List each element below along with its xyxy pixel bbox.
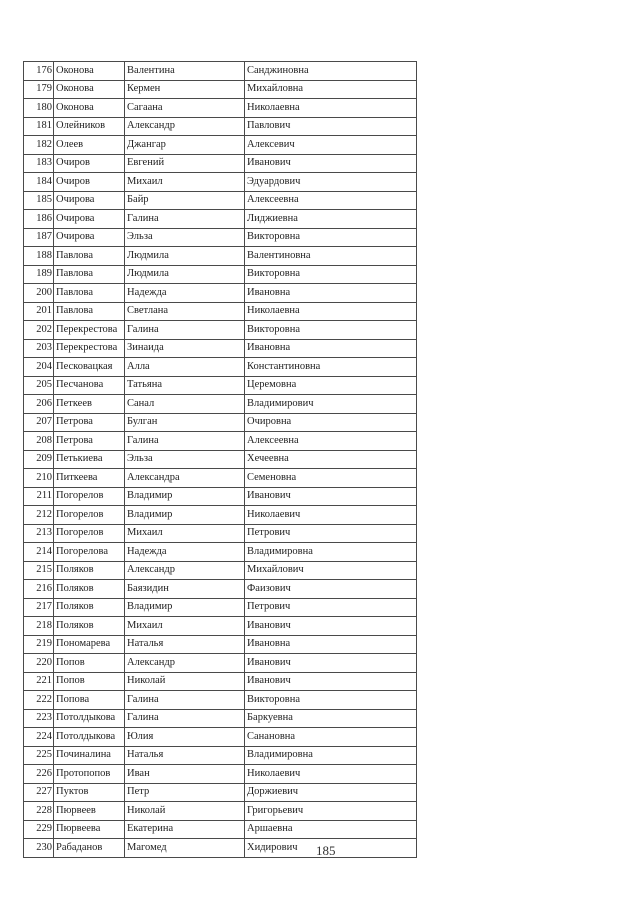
table-row — [24, 395, 417, 414]
row-number-cell: 228 — [24, 802, 54, 821]
table-row — [24, 672, 417, 691]
patronymic-cell: Фаизович — [245, 580, 417, 599]
table-row — [24, 117, 417, 136]
patronymic-cell: Владимировна — [245, 543, 417, 562]
row-number-cell: 183 — [24, 154, 54, 173]
table-row — [24, 839, 417, 858]
table-row — [24, 247, 417, 266]
patronymic-cell: Петрович — [245, 524, 417, 543]
patronymic-cell: Хидирович — [245, 839, 417, 858]
first-name-cell: Михаил — [125, 173, 245, 192]
row-number-cell: 205 — [24, 376, 54, 395]
first-name-cell: Галина — [125, 432, 245, 451]
surname-cell: Погорелов — [54, 524, 125, 543]
patronymic-cell: Санановна — [245, 728, 417, 747]
surname-cell: Питкеева — [54, 469, 125, 488]
table-row — [24, 802, 417, 821]
first-name-cell: Эльза — [125, 450, 245, 469]
patronymic-cell: Очировна — [245, 413, 417, 432]
first-name-cell: Николай — [125, 672, 245, 691]
patronymic-cell: Николаевна — [245, 302, 417, 321]
first-name-cell: Александр — [125, 117, 245, 136]
surname-cell: Поляков — [54, 598, 125, 617]
first-name-cell: Байр — [125, 191, 245, 210]
patronymic-cell: Викторовна — [245, 228, 417, 247]
patronymic-cell: Алексевич — [245, 136, 417, 155]
patronymic-cell: Николаевич — [245, 506, 417, 525]
row-number-cell: 202 — [24, 321, 54, 340]
first-name-cell: Зинаида — [125, 339, 245, 358]
table-row — [24, 339, 417, 358]
first-name-cell: Галина — [125, 321, 245, 340]
table-row — [24, 635, 417, 654]
table-row — [24, 210, 417, 229]
table-row — [24, 469, 417, 488]
first-name-cell: Александр — [125, 561, 245, 580]
row-number-cell: 204 — [24, 358, 54, 377]
first-name-cell: Эльза — [125, 228, 245, 247]
table-row — [24, 228, 417, 247]
row-number-cell: 201 — [24, 302, 54, 321]
row-number-cell: 215 — [24, 561, 54, 580]
first-name-cell: Санал — [125, 395, 245, 414]
row-number-cell: 188 — [24, 247, 54, 266]
first-name-cell: Кермен — [125, 80, 245, 99]
table-row — [24, 450, 417, 469]
surname-cell: Очиров — [54, 173, 125, 192]
table-row — [24, 487, 417, 506]
table-row — [24, 136, 417, 155]
table-row — [24, 765, 417, 784]
patronymic-cell: Николаевич — [245, 765, 417, 784]
row-number-cell: 181 — [24, 117, 54, 136]
row-number-cell: 210 — [24, 469, 54, 488]
surname-cell: Рабаданов — [54, 839, 125, 858]
names-table-body — [24, 62, 417, 858]
patronymic-cell: Алексеевна — [245, 432, 417, 451]
surname-cell: Оконова — [54, 99, 125, 118]
table-row — [24, 580, 417, 599]
first-name-cell: Юлия — [125, 728, 245, 747]
row-number-cell: 214 — [24, 543, 54, 562]
table-row — [24, 691, 417, 710]
row-number-cell: 182 — [24, 136, 54, 155]
table-row — [24, 617, 417, 636]
patronymic-cell: Михайловна — [245, 80, 417, 99]
surname-cell: Петрова — [54, 432, 125, 451]
row-number-cell: 219 — [24, 635, 54, 654]
names-table — [23, 61, 417, 858]
table-row — [24, 173, 417, 192]
first-name-cell: Екатерина — [125, 820, 245, 839]
patronymic-cell: Викторовна — [245, 691, 417, 710]
patronymic-cell: Ивановна — [245, 284, 417, 303]
surname-cell: Попова — [54, 691, 125, 710]
row-number-cell: 184 — [24, 173, 54, 192]
table-row — [24, 99, 417, 118]
row-number-cell: 189 — [24, 265, 54, 284]
table-row — [24, 746, 417, 765]
row-number-cell: 217 — [24, 598, 54, 617]
first-name-cell: Иван — [125, 765, 245, 784]
row-number-cell: 218 — [24, 617, 54, 636]
patronymic-cell: Санджиновна — [245, 62, 417, 81]
surname-cell: Павлова — [54, 284, 125, 303]
table-row — [24, 284, 417, 303]
first-name-cell: Людмила — [125, 265, 245, 284]
first-name-cell: Галина — [125, 210, 245, 229]
row-number-cell: 225 — [24, 746, 54, 765]
patronymic-cell: Аршаевна — [245, 820, 417, 839]
row-number-cell: 206 — [24, 395, 54, 414]
surname-cell: Петькиева — [54, 450, 125, 469]
first-name-cell: Светлана — [125, 302, 245, 321]
surname-cell: Песчанова — [54, 376, 125, 395]
patronymic-cell: Ивановна — [245, 339, 417, 358]
patronymic-cell: Церемовна — [245, 376, 417, 395]
table-row — [24, 154, 417, 173]
surname-cell: Пуктов — [54, 783, 125, 802]
row-number-cell: 216 — [24, 580, 54, 599]
table-row — [24, 302, 417, 321]
patronymic-cell: Владимирович — [245, 395, 417, 414]
surname-cell: Петрова — [54, 413, 125, 432]
page-number: 185 — [316, 843, 336, 858]
row-number-cell: 223 — [24, 709, 54, 728]
row-number-cell: 221 — [24, 672, 54, 691]
patronymic-cell: Иванович — [245, 654, 417, 673]
patronymic-cell: Иванович — [245, 487, 417, 506]
row-number-cell: 179 — [24, 80, 54, 99]
first-name-cell: Галина — [125, 709, 245, 728]
row-number-cell: 185 — [24, 191, 54, 210]
row-number-cell: 176 — [24, 62, 54, 81]
first-name-cell: Баязидин — [125, 580, 245, 599]
row-number-cell: 213 — [24, 524, 54, 543]
table-row — [24, 191, 417, 210]
first-name-cell: Александр — [125, 654, 245, 673]
surname-cell: Павлова — [54, 247, 125, 266]
table-row — [24, 543, 417, 562]
first-name-cell: Галина — [125, 691, 245, 710]
surname-cell: Поляков — [54, 561, 125, 580]
surname-cell: Погорелов — [54, 506, 125, 525]
surname-cell: Поляков — [54, 580, 125, 599]
surname-cell: Олеев — [54, 136, 125, 155]
first-name-cell: Владимир — [125, 598, 245, 617]
patronymic-cell: Алексеевна — [245, 191, 417, 210]
table-row — [24, 728, 417, 747]
row-number-cell: 186 — [24, 210, 54, 229]
first-name-cell: Булган — [125, 413, 245, 432]
first-name-cell: Александра — [125, 469, 245, 488]
table-row — [24, 80, 417, 99]
row-number-cell: 222 — [24, 691, 54, 710]
first-name-cell: Надежда — [125, 284, 245, 303]
row-number-cell: 220 — [24, 654, 54, 673]
table-row — [24, 506, 417, 525]
row-number-cell: 207 — [24, 413, 54, 432]
row-number-cell: 211 — [24, 487, 54, 506]
row-number-cell: 227 — [24, 783, 54, 802]
patronymic-cell: Эдуардович — [245, 173, 417, 192]
first-name-cell: Наталья — [125, 746, 245, 765]
surname-cell: Попов — [54, 672, 125, 691]
table-row — [24, 432, 417, 451]
patronymic-cell: Валентиновна — [245, 247, 417, 266]
patronymic-cell: Иванович — [245, 672, 417, 691]
first-name-cell: Татьяна — [125, 376, 245, 395]
patronymic-cell: Хечеевна — [245, 450, 417, 469]
first-name-cell: Валентина — [125, 62, 245, 81]
table-row — [24, 62, 417, 81]
patronymic-cell: Викторовна — [245, 265, 417, 284]
surname-cell: Очирова — [54, 228, 125, 247]
patronymic-cell: Павлович — [245, 117, 417, 136]
first-name-cell: Сагаана — [125, 99, 245, 118]
row-number-cell: 180 — [24, 99, 54, 118]
surname-cell: Оконова — [54, 80, 125, 99]
table-row — [24, 524, 417, 543]
row-number-cell: 187 — [24, 228, 54, 247]
surname-cell: Павлова — [54, 302, 125, 321]
first-name-cell: Михаил — [125, 524, 245, 543]
table-row — [24, 561, 417, 580]
first-name-cell: Владимир — [125, 506, 245, 525]
surname-cell: Погорелова — [54, 543, 125, 562]
surname-cell: Олейников — [54, 117, 125, 136]
row-number-cell: 203 — [24, 339, 54, 358]
surname-cell: Пюрвеева — [54, 820, 125, 839]
patronymic-cell: Лиджиевна — [245, 210, 417, 229]
first-name-cell: Петр — [125, 783, 245, 802]
table-row — [24, 654, 417, 673]
patronymic-cell: Николаевна — [245, 99, 417, 118]
surname-cell: Песковацкая — [54, 358, 125, 377]
patronymic-cell: Иванович — [245, 154, 417, 173]
first-name-cell: Надежда — [125, 543, 245, 562]
row-number-cell: 224 — [24, 728, 54, 747]
row-number-cell: 209 — [24, 450, 54, 469]
surname-cell: Петкеев — [54, 395, 125, 414]
first-name-cell: Магомед — [125, 839, 245, 858]
table-row — [24, 358, 417, 377]
table-row — [24, 709, 417, 728]
patronymic-cell: Семеновна — [245, 469, 417, 488]
patronymic-cell: Петрович — [245, 598, 417, 617]
row-number-cell: 208 — [24, 432, 54, 451]
row-number-cell: 226 — [24, 765, 54, 784]
table-row — [24, 413, 417, 432]
patronymic-cell: Ивановна — [245, 635, 417, 654]
patronymic-cell: Доржиевич — [245, 783, 417, 802]
patronymic-cell: Викторовна — [245, 321, 417, 340]
first-name-cell: Людмила — [125, 247, 245, 266]
surname-cell: Перекрестова — [54, 339, 125, 358]
surname-cell: Погорелов — [54, 487, 125, 506]
surname-cell: Поляков — [54, 617, 125, 636]
surname-cell: Протопопов — [54, 765, 125, 784]
surname-cell: Пономарева — [54, 635, 125, 654]
patronymic-cell: Иванович — [245, 617, 417, 636]
first-name-cell: Алла — [125, 358, 245, 377]
table-row — [24, 265, 417, 284]
row-number-cell: 200 — [24, 284, 54, 303]
surname-cell: Пюрвеев — [54, 802, 125, 821]
table-row — [24, 783, 417, 802]
surname-cell: Очирова — [54, 191, 125, 210]
patronymic-cell: Баркуевна — [245, 709, 417, 728]
surname-cell: Оконова — [54, 62, 125, 81]
patronymic-cell: Константиновна — [245, 358, 417, 377]
first-name-cell: Владимир — [125, 487, 245, 506]
first-name-cell: Михаил — [125, 617, 245, 636]
patronymic-cell: Григорьевич — [245, 802, 417, 821]
row-number-cell: 229 — [24, 820, 54, 839]
row-number-cell: 212 — [24, 506, 54, 525]
surname-cell: Очирова — [54, 210, 125, 229]
table-row — [24, 376, 417, 395]
first-name-cell: Наталья — [125, 635, 245, 654]
patronymic-cell: Владимировна — [245, 746, 417, 765]
patronymic-cell: Михайлович — [245, 561, 417, 580]
first-name-cell: Джангар — [125, 136, 245, 155]
surname-cell: Очиров — [54, 154, 125, 173]
row-number-cell: 230 — [24, 839, 54, 858]
table-row — [24, 820, 417, 839]
table-row — [24, 598, 417, 617]
table-row — [24, 321, 417, 340]
surname-cell: Починалина — [54, 746, 125, 765]
surname-cell: Попов — [54, 654, 125, 673]
surname-cell: Потолдыкова — [54, 728, 125, 747]
surname-cell: Павлова — [54, 265, 125, 284]
first-name-cell: Николай — [125, 802, 245, 821]
surname-cell: Перекрестова — [54, 321, 125, 340]
first-name-cell: Евгений — [125, 154, 245, 173]
surname-cell: Потолдыкова — [54, 709, 125, 728]
